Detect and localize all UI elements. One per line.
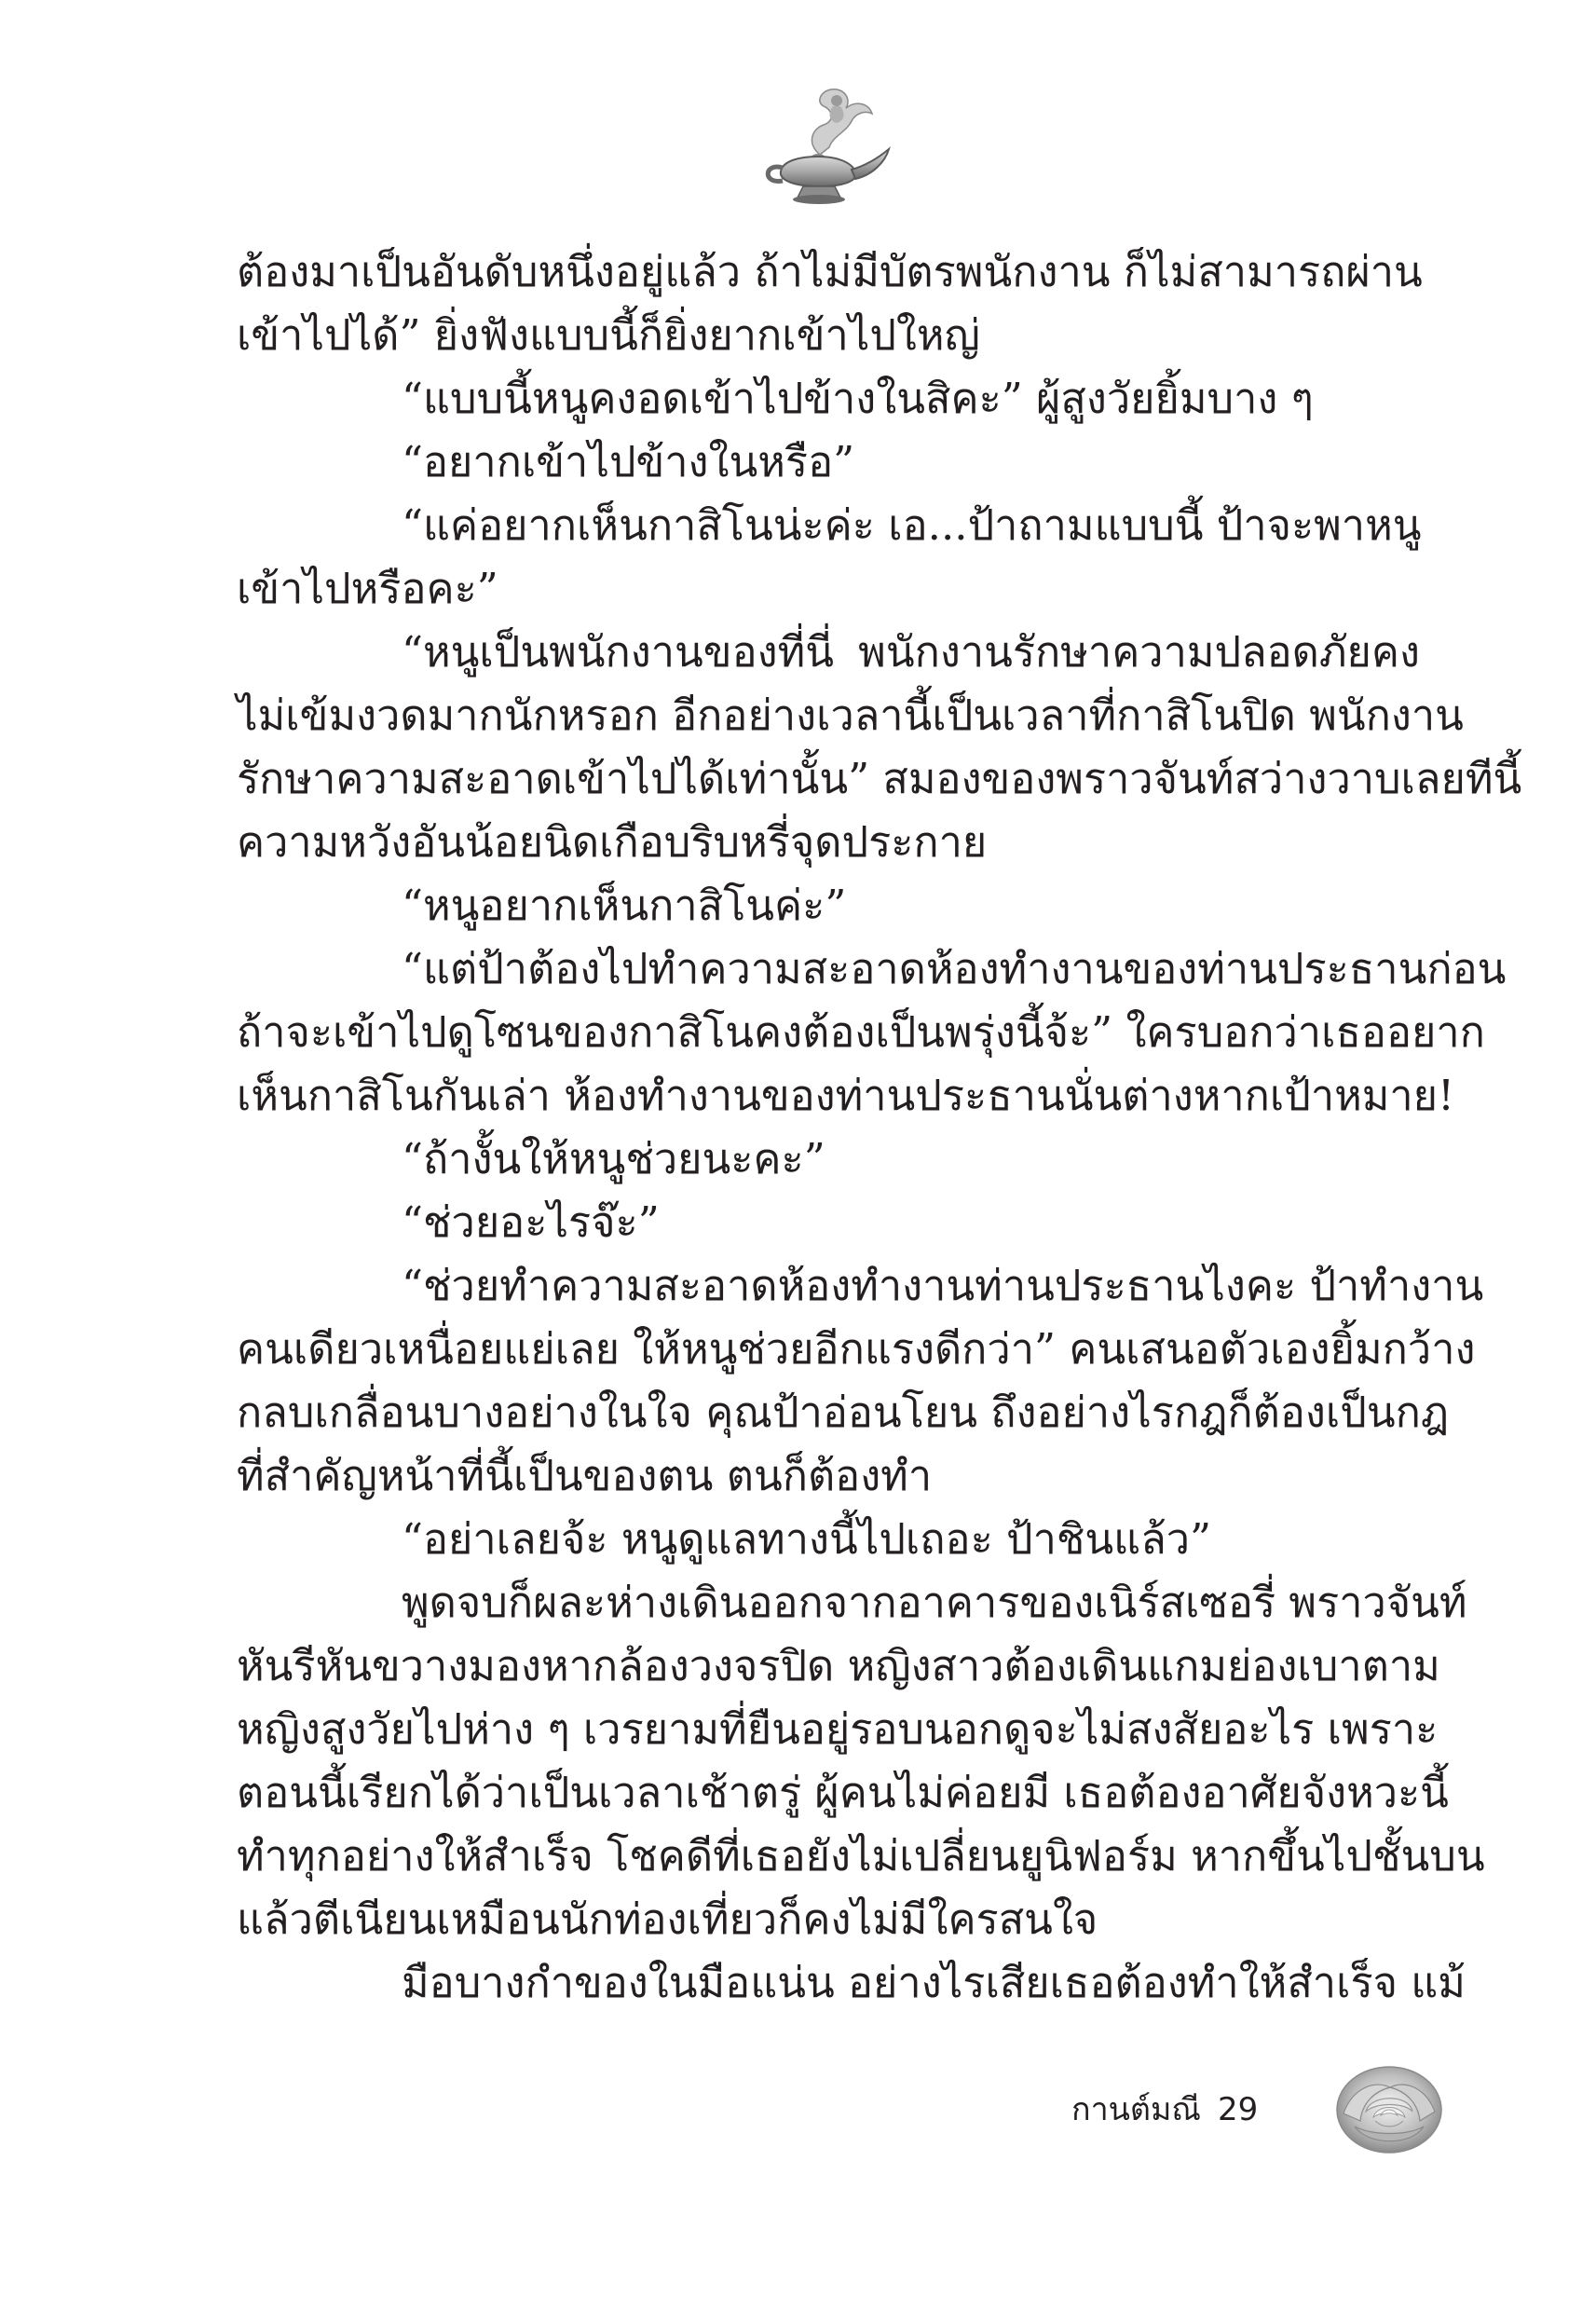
- text-line: หญิงสูงวัยไปห่าง ๆ เวรยามที่ยืนอยู่รอบนอกดูจะไม่สงสัยอะไร เพราะ: [237, 1704, 1439, 1754]
- text-line: เข้าไปหรือคะ”: [237, 564, 498, 613]
- text-line: พูดจบก็ผละห่างเดินออกจากอาคารของเนิร์สเซอรี่ พราวจันท์: [402, 1578, 1467, 1627]
- text-line: เข้าไปได้” ยิ่งฟังแบบนี้ก็ยิ่งยากเข้าไปใหญ่: [237, 310, 980, 360]
- text-line: “ช่วยทำความสะอาดห้องทำงานท่านประธานไงคะ ป้าทำงาน: [402, 1261, 1484, 1310]
- text-line: ต้องมาเป็นอันดับหนึ่งอยู่แล้ว ถ้าไม่มีบัตรพนักงาน ก็ไม่สามารถผ่าน: [237, 247, 1423, 296]
- genie-lamp-icon: [755, 82, 894, 212]
- text-line: ความหวังอันน้อยนิดเกือบริบหรี่จุดประกาย: [237, 817, 988, 867]
- text-line: “แต่ป้าต้องไปทำความสะอาดห้องทำงานของท่านประธานก่อน: [402, 944, 1507, 993]
- text-line: “ถ้างั้นให้หนูช่วยนะคะ”: [402, 1134, 825, 1183]
- text-line: เห็นกาสิโนกันเล่า ห้องทำงานของท่านประธานนั่นต่างหากเป้าหมาย!: [237, 1071, 1455, 1120]
- text-line: รักษาความสะอาดเข้าไปได้เท่านั้น” สมองของพราวจันท์สว่างวาบเลยทีนี้: [237, 754, 1522, 803]
- text-line: ที่สำคัญหน้าที่นี้เป็นของตน ตนก็ต้องทำ: [237, 1451, 933, 1500]
- text-line: “หนูเป็นพนักงานของที่นี่ พนักงานรักษาความปลอดภัยคง: [402, 627, 1420, 677]
- body-text: [237, 240, 1522, 2104]
- text-line: ไม่เข้มงวดมากนักหรอก อีกอย่างเวลานี้เป็นเวลาที่กาสิโนปิด พนักงาน: [237, 691, 1464, 740]
- text-line: “แบบนี้หนูคงอดเข้าไปข้างในสิคะ” ผู้สูงวัยยิ้มบาง ๆ: [402, 374, 1314, 423]
- text-line: “ช่วยอะไรจ๊ะ”: [402, 1197, 660, 1247]
- text-line: มือบางกำของในมือแน่น อย่างไรเสียเธอต้องทำให้สำเร็จ แม้: [402, 1958, 1466, 2007]
- page-footer: [1071, 2082, 1258, 2138]
- text-line: “แค่อยากเห็นกาสิโนน่ะค่ะ เอ...ป้าถามแบบนี้ ป้าจะพาหนู: [402, 500, 1422, 550]
- footer-title: กานต์มณี: [1071, 2091, 1201, 2128]
- text-line: หันรีหันขวางมองหากล้องวงจรปิด หญิงสาวต้องเดินแกมย่องเบาตาม: [237, 1641, 1440, 1690]
- text-line: ตอนนี้เรียกได้ว่าเป็นเวลาเช้าตรู่ ผู้คนไม่ค่อยมี เธอต้องอาศัยจังหวะนี้: [237, 1768, 1449, 1817]
- rose-icon: [1334, 2059, 1444, 2156]
- text-line: คนเดียวเหนื่อยแย่เลย ให้หนูช่วยอีกแรงดีกว่า” คนเสนอตัวเองยิ้มกว้าง: [237, 1324, 1476, 1374]
- page-number: 29: [1217, 2091, 1259, 2128]
- text-line: ถ้าจะเข้าไปดูโซนของกาสิโนคงต้องเป็นพรุ่งนี้จ้ะ” ใครบอกว่าเธออยาก: [237, 1007, 1485, 1057]
- text-line: ทำทุกอย่างให้สำเร็จ โชคดีที่เธอยังไม่เปลี่ยนยูนิฟอร์ม หากขึ้นไปชั้นบน: [237, 1831, 1485, 1880]
- text-line: แล้วตีเนียนเหมือนนักท่องเที่ยวก็คงไม่มีใครสนใจ: [237, 1894, 1098, 1944]
- text-line: “อยากเข้าไปข้างในหรือ”: [402, 437, 855, 486]
- text-line: “หนูอยากเห็นกาสิโนค่ะ”: [402, 881, 847, 930]
- text-line: กลบเกลื่อนบางอย่างในใจ คุณป้าอ่อนโยน ถึงอย่างไรกฎก็ต้องเป็นกฎ: [237, 1388, 1450, 1437]
- text-line: “อย่าเลยจ้ะ หนูดูแลทางนี้ไปเถอะ ป้าชินแล้ว”: [402, 1514, 1212, 1564]
